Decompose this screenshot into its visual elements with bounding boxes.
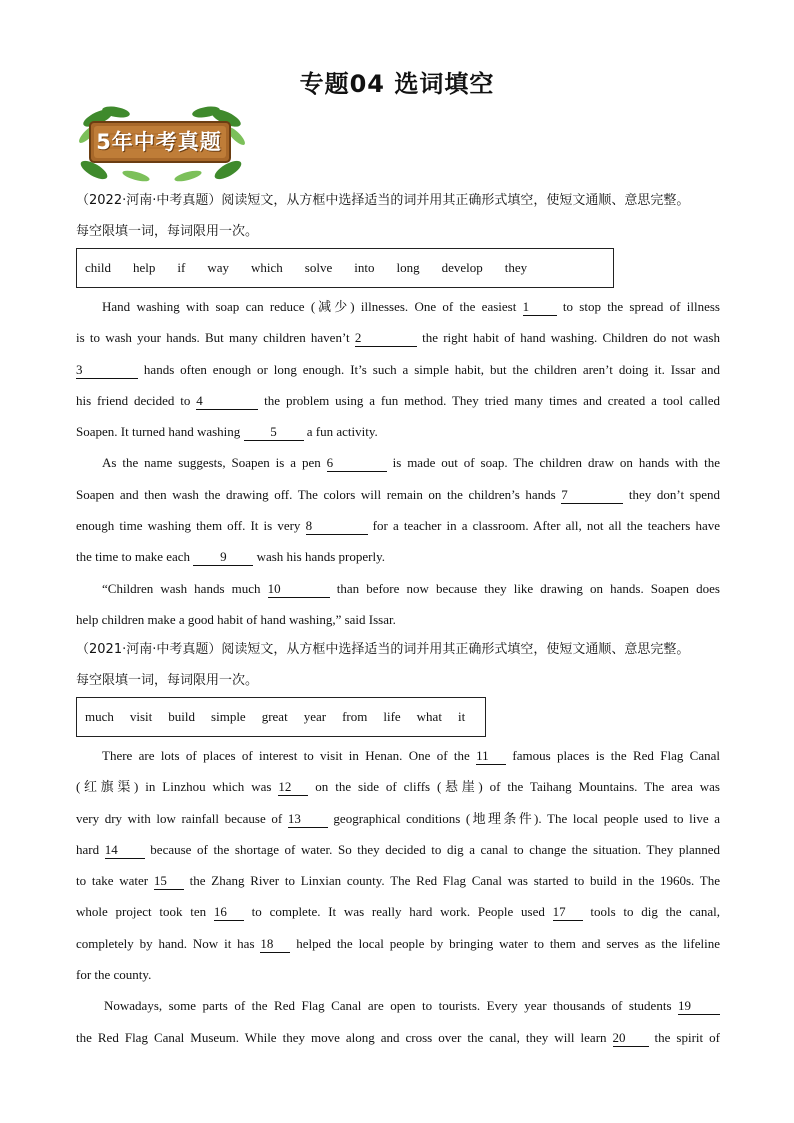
word-box-item: which [251, 260, 283, 275]
answer-blank[interactable]: 12 [278, 780, 308, 796]
passage-line: 3 hands often enough or long enough. It’s such a simple habit, but the children aren’t doing it. Issar and [76, 361, 720, 377]
passage-line: Soapen and then wash the drawing off. The colors will remain on the children’s hands 7 they don’t spend [76, 486, 720, 502]
word-box-item: solve [304, 260, 333, 275]
answer-blank[interactable]: 19 [678, 999, 720, 1015]
word-box-item: long [396, 260, 420, 275]
answer-blank[interactable]: 5 [244, 425, 304, 441]
passage-line: the Red Flag Canal Museum. While they move along and cross over the canal, they will learn 20 the spirit of [76, 1029, 720, 1045]
passage-line: hard 14 because of the shortage of water. So they decided to dig a canal to change the situation. They planned [76, 841, 720, 857]
word-box-item: if [177, 260, 186, 275]
passage-line: very dry with low rainfall because of 13 geographical conditions (地理条件). The local people used to live a [76, 810, 720, 826]
passage-line: (红旗渠) in Linzhou which was 12 on the side of cliffs (悬崖) of the Taihang Mountains. The area was [76, 779, 720, 795]
answer-blank[interactable]: 8 [306, 519, 368, 535]
answer-blank[interactable]: 15 [154, 874, 184, 890]
word-box-item: great [261, 709, 288, 724]
section2-intro-line1: （2021·河南·中考真题）阅读短文，从方框中选择适当的词并用其正确形式填空，使短文通顺、意思完整。 [76, 642, 690, 657]
passage-line: Nowadays, some parts of the Red Flag Canal are open to tourists. Every year thousands of students 19 [76, 990, 720, 1021]
word-box-item: child [85, 260, 111, 275]
section1-passage [76, 291, 720, 635]
badge-5-year-exam [76, 104, 246, 184]
passage-line: to take water 15 the Zhang River to Linxian county. The Red Flag Canal was started to build in the 1960s. The [76, 873, 720, 889]
section1-word-box [76, 248, 614, 288]
page-title: 专题04 选词填空 [299, 70, 495, 98]
word-box-item: help [133, 260, 156, 275]
section2-word-box [76, 697, 486, 737]
answer-blank[interactable]: 14 [105, 843, 145, 859]
passage-line: Hand washing with soap can reduce (减少) illnesses. One of the easiest 1 to stop the spread of illness [102, 299, 720, 314]
word-box-item: they [504, 260, 528, 275]
passage-line: help children make a good habit of hand washing,” said Issar. [76, 611, 396, 627]
passage-line: is to wash your hands. But many children haven’t 2 the right habit of hand washing. Children do not wash [76, 330, 720, 346]
badge-label: 5年中考真题 [96, 130, 222, 154]
word-box-item: it [457, 709, 466, 724]
passage-line: his friend decided to 4 the problem using a fun method. They tried many times and created a tool called [76, 392, 720, 408]
passage-line: for the county. [76, 967, 152, 983]
answer-blank[interactable]: 11 [476, 749, 506, 765]
answer-blank[interactable]: 1 [523, 300, 557, 316]
section2-intro [76, 634, 720, 697]
word-box-item: what [416, 709, 442, 724]
word-box-item: develop [441, 260, 483, 275]
section1-intro-line1: （2022·河南·中考真题）阅读短文，从方框中选择适当的词并用其正确形式填空，使短文通顺、意思完整。 [76, 193, 690, 208]
word-box-item: simple [211, 709, 246, 724]
passage-line: whole project took ten 16 to complete. It was really hard work. People used 17 tools to dig the canal, [76, 904, 720, 920]
section2-intro-line2: 每空限填一词，每词限用一次。 [76, 673, 259, 689]
passage-line: the time to make each 9 wash his hands properly. [76, 549, 385, 565]
word-box-item: from [342, 709, 368, 724]
word-box-item: way [207, 260, 230, 275]
answer-blank[interactable]: 4 [196, 394, 258, 410]
section2-passage [76, 740, 720, 1053]
answer-blank[interactable]: 20 [613, 1031, 649, 1047]
word-box-item: much [85, 709, 114, 724]
answer-blank[interactable]: 6 [327, 456, 387, 472]
passage-line: Soapen. It turned hand washing 5 a fun activity. [76, 424, 378, 440]
answer-blank[interactable]: 17 [553, 905, 583, 921]
word-box-item: into [354, 260, 375, 275]
answer-blank[interactable]: 3 [76, 363, 138, 379]
section1-intro-line2: 每空限填一词，每词限用一次。 [76, 224, 259, 240]
passage-line: enough time washing them off. It is very 8 for a teacher in a classroom. After all, not all the teachers have [76, 518, 720, 534]
answer-blank[interactable]: 2 [355, 331, 417, 347]
passage-line: As the name suggests, Soapen is a pen 6 is made out of soap. The children draw on hands with the [102, 455, 720, 471]
passage-line: completely by hand. Now it has 18 helped the local people by bringing water to them and serves as the lifeline [76, 935, 720, 951]
passage-line: There are lots of places of interest to visit in Henan. One of the 11 famous places is the Red Flag Canal [102, 748, 720, 763]
answer-blank[interactable]: 10 [268, 582, 330, 598]
answer-blank[interactable]: 9 [193, 550, 253, 566]
answer-blank[interactable]: 16 [214, 905, 244, 921]
answer-blank[interactable]: 13 [288, 812, 328, 828]
word-box-item: visit [129, 709, 153, 724]
answer-blank[interactable]: 18 [260, 937, 290, 953]
passage-line: “Children wash hands much 10 than before now because they like drawing on hands. Soapen does [102, 580, 720, 596]
section1-intro [76, 185, 720, 248]
word-box-item: life [383, 709, 401, 724]
answer-blank[interactable]: 7 [561, 488, 623, 504]
word-box-item: year [303, 709, 327, 724]
word-box-item: build [168, 709, 196, 724]
